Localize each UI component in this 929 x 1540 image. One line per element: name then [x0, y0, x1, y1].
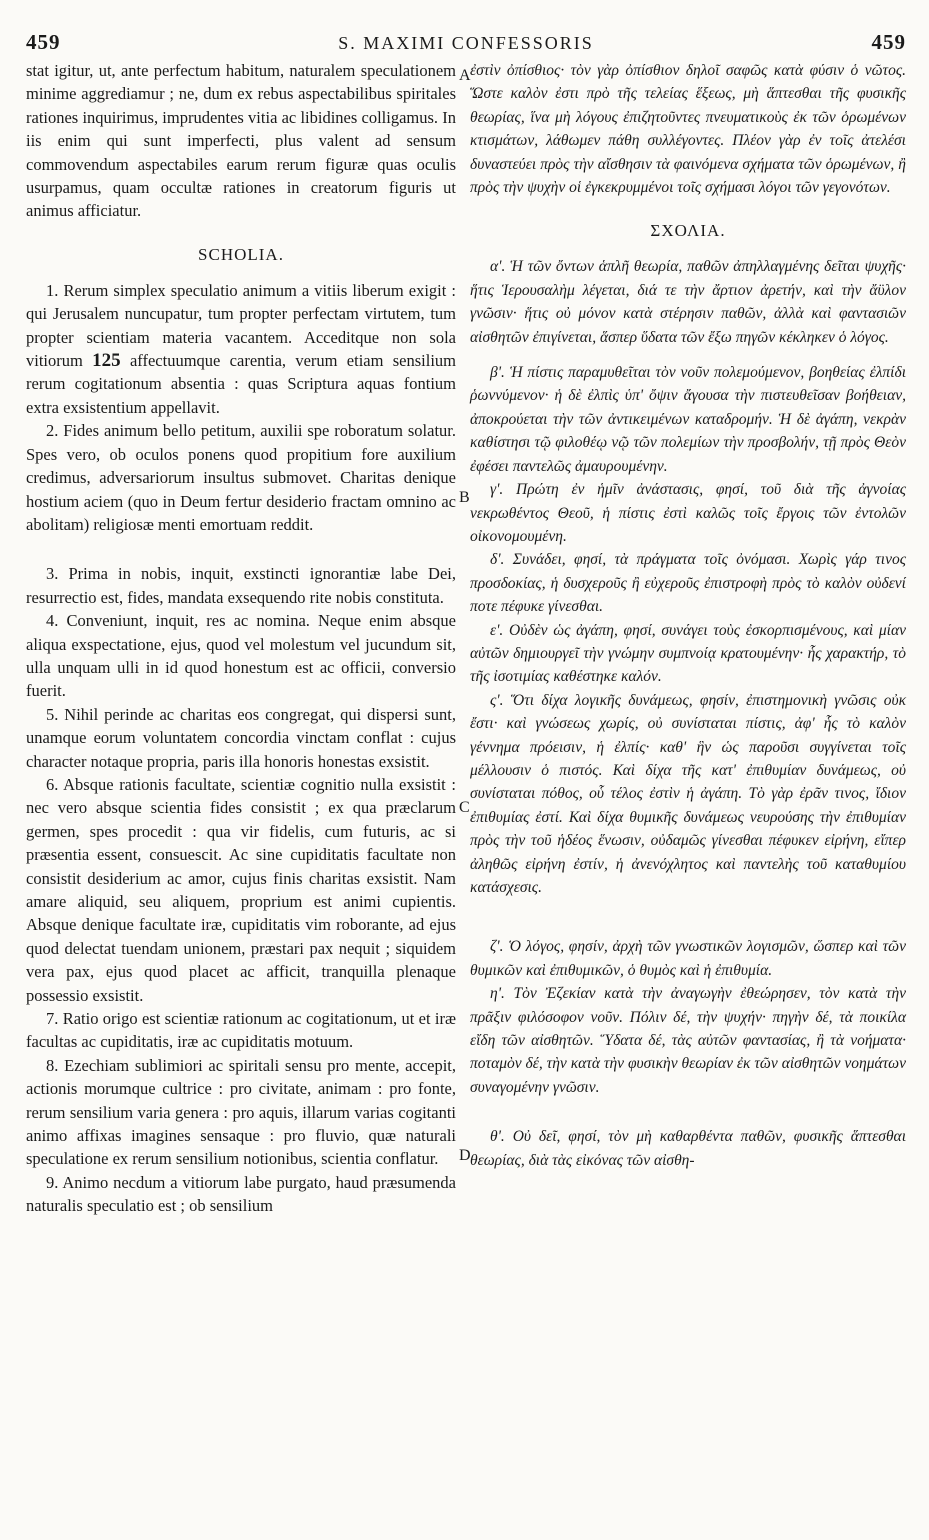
latin-scholion-3: 3. Prima in nobis, inquit, exstincti ignorantiæ labe Dei, resurrectio est, fides, mandata exsequendo rite nobis constituta.: [26, 564, 457, 607]
running-title: S. MAXIMI CONFESSORIS: [338, 33, 594, 53]
latin-intro: [26, 59, 456, 223]
latin-scholion-5: 5. Nihil perinde ac charitas eos congregat, qui dispersi sunt, unamque eorum voluntatem concordia vinctam conflat : cujus character notaque propria, paris illa honoris honestas exsistit.: [26, 704, 457, 771]
greek-scholia: [470, 255, 906, 1172]
latin-scholion-8: 8. Ezechiam sublimiori ac spiritali sensu pro mente, accepit, actionis morumque cultrice : pro civitate, animam : pro fonte, rerum sensilium varia genera : pro aquis, illarum varias cogitanti animo affixas imagines sensaque : pro fluvio, quæ naturali speculatione ex rerum sensilium notionibus, scientia conflatur.: [26, 1055, 456, 1169]
greek-scholion-7: ζ'. Ὁ λόγος, φησίν, ἀρχὴ τῶν γνωστικῶν λογισμῶν, ὥσπερ καὶ τῶν θυμικῶν καὶ ἐπιθυμικῶν, ὁ θυμὸς καὶ ἡ ἐπιθυμία.: [470, 938, 907, 979]
latin-intro-text: stat igitur, ut, ante perfectum habitum, naturalem speculationem minime aggrediamur ; ne, dum ex rebus aspectabilibus spiritales rationes inquirimus, imprudentes vitia ac libidines colligamus. In iis enim qui sunt imperfecti, plus valent ad sensum commovendum aspectabiles earum rerum figuræ quas oculis usurpamus, quam occultæ rationes in creatorum figuris ut animus afficiatur.: [26, 61, 456, 221]
greek-scholion-9: θ'. Οὐ δεῖ, φησί, τὸν μὴ καθαρθέντα παθῶν, φυσικῆς ἅπτεσθαι θεωρίας, διὰ τὰς εἰκόνας τῶν αἰσθη-: [470, 1128, 907, 1169]
greek-scholion-3: γ'. Πρώτη ἐν ἡμῖν ἀνάστασις, φησί, τοῦ διὰ τῆς ἀγνοίας νεκρωθέντος Θεοῦ, ἡ πίστις ἐστὶ καλῶς τοῖς ἔργοις τῶν ἐντολῶν οἰκονομουμένη.: [470, 481, 907, 545]
page-number-right: 459: [871, 30, 906, 54]
greek-heading: ΣΧΟΛΙΑ.: [650, 221, 726, 241]
greek-scholion-1: α'. Ἡ τῶν ὄντων ἁπλῆ θεωρία, παθῶν ἀπηλλαγμένης δεῖται ψυχῆς· ἥτις Ἱερουσαλὴμ λέγεται, διά τε τὴν ἄρτιον ἀρετήν, καὶ τὴν ἄϋλον γνῶσιν· ἥτις οὐ μόνον κατὰ στέρησιν παθῶν, ἀλλὰ καὶ φαντασιῶν αἰσθητῶν ἐπιγίνεται, ἅσπερ ὕδατα τῶν ἔξω πηγῶν κέκληκεν ὁ λόγος.: [470, 258, 906, 346]
latin-column: [26, 59, 456, 1218]
latin-heading: SCHOLIA.: [198, 244, 284, 264]
page-number-left: 459: [26, 30, 61, 54]
two-column-body: [26, 59, 906, 1218]
latin-scholion-4: 4. Conveniunt, inquit, res ac nomina. Neque enim absque aliqua exspectatione, ejus, quod vel molestum vel jucundum sit, ulla unquam ulli in id quod honestum est ac officii, conversio fuerit.: [26, 611, 456, 701]
greek-column: [470, 59, 906, 1218]
latin-scholion-9: 9. Animo necdum a vitiorum labe purgato, haud præsumenda naturalis speculatio est ; ob sensilium: [26, 1172, 456, 1216]
column-marker: 125: [92, 350, 121, 372]
latin-scholion-7: 7. Ratio origo est scientiæ rationum ac cogitationum, ut et iræ facultas ac cupiditatis, iræ ac cupiditatis motuum.: [26, 1009, 457, 1052]
greek-intro: [470, 59, 906, 199]
margin-letter-b: B: [459, 489, 470, 506]
latin-scholion-6: 6. Absque rationis facultate, scientiæ cognitio nulla exsistit : nec vero absque scientia fides consistit ; ex qua præclarum germen, spes procedit : qua vir fidelis, cum futuris, ac si præsentia essent, consuescit. Ac sine cupiditatis facultate non consistit desiderium ac amor, cujus finis charitas exsistit. Nam amare aliquid, seu aliquem, proprium est animi cupientis. Absque denique facultate iræ, cupiditatis vim roborante, ad ejus quod delectat tuendam unionem, præstari pax nequit ; siquidem vera pax, ejus quod placet ac afficit, tranquilla plenaque possessio exsistit.: [26, 774, 456, 1005]
greek-intro-text: ἐστὶν ὀπίσθιος· τὸν γὰρ ὀπίσθιον δηλοῖ σαφῶς κατὰ φύσιν ὁ νῶτος. Ὥστε καλὸν ἐστι πρὸ τῆς τελείας ἕξεως, μὴ ἅπτεσθαι τῆς φυσικῆς θεωρίας, ἵνα μὴ λόγους ἐπιζητοῦντες πνευματικοὺς ἐκ τῶν ὁρωμένων κτισμάτων, λάθωμεν πάθη συλλέγοντες. Πλέον γὰρ ἐν τοῖς ἀτελέσι δυναστεύει πρὸς τὴν αἴσθησιν τὰ φαινόμενα σχήματα τῶν ὁρωμένων, ἢ πρὸς τὴν ψυχὴν οἱ ἐγκεκρυμμένοι τοῖς σχήμασι λόγοι τῶν γεγονότων.: [470, 62, 906, 197]
greek-scholion-2: β'. Ἡ πίστις παραμυθεῖται τὸν νοῦν πολεμούμενον, βοηθείας ἐλπίδι ῥωννύμενον· ἡ δὲ ἐλπὶς ὑπ' ὄψιν ἄγουσα τὴν πιστευθεῖσαν βοήθειαν, ἀποκρούεται τὴν τῶν ἀντικειμένων καταδρομήν. Ἡ δὲ ἀγάπη, νεκρὰν καθίστησι τῷ φιλοθέῳ νῷ τῶν πολεμίων τὴν προσβολήν, τῇ πρὸς Θεὸν ἐφέσει παντελῶς ἀμαυρουμένην.: [470, 364, 907, 475]
margin-letter-a: A: [459, 67, 471, 84]
latin-scholia: [26, 279, 456, 1218]
page-header: [26, 30, 906, 55]
greek-scholion-6: ς'. Ὅτι δίχα λογικῆς δυνάμεως, φησίν, ἐπιστημονικὴ γνῶσις οὐκ ἔστι· καὶ γνώσεως χωρίς, οὐ συνίσταται πίστις, ἀφ' ἧς τὸ καλὸν γέννημα πρόεισιν, ἡ ἐλπίς· καθ' ἣν ὡς παροῦσι συγγίνεται τοῖς μέλλουσιν ὁ πιστός. Καὶ δίχα τῆς κατ' ἐπιθυμίαν δυνάμεως, οὐ συνίσταται πόθος, οὗ τέλος ἐστὶν ἡ ἀγάπη. Τὸ γὰρ ἐρᾶν τινος, ἴδιον ἐπιθυμίας ἐστί. Καὶ δίχα θυμικῆς δυνάμεως νευρούσης τὴν ἐπιθυμίαν πρὸς τὴν τοῦ ἡδέος ἕνωσιν, οὐδαμῶς γίνεσθαι πέφυκεν εἰρήνη, εἴπερ ἀληθῶς εἰρήνη ἐστίν, ἡ ἀνενόχλητος καὶ παντελὴς τοῦ καταθυμίου κατάσχεσις.: [470, 691, 907, 896]
page: [26, 30, 906, 1218]
latin-scholion-2: 2. Fides animum bello petitum, auxilii spe roboratum solatur. Spes vero, ob oculos ponens quod propitium fore auxilium credimus, adversariorum insultus submovet. Charitas denique hostium aciem (quo in Deum fertur desiderio fractam omnino ac abolitam) religiosæ menti emortuam reddit.: [26, 421, 456, 534]
latin-scholion-1: 1. Rerum simplex speculatio animum a vitiis liberum exigit : qui Jerusalem nuncupatur, tum propter perfectam virtutem, tum propter scientiam materia vacantem. Acceditque non sola vitiorum 125 affectuumque carentia, verum etiam sensilium rerum cogitationum absentia : quas Scriptura aquas fontium extra exsistentium appellavit.: [26, 280, 456, 417]
greek-scholion-4: δ'. Συνάδει, φησί, τὰ πράγματα τοῖς ὀνόμασι. Χωρὶς γάρ τινος προσδοκίας, ἡ δυσχεροῦς ἢ εὐχεροῦς ἐπιστροφὴ πρὸς τὸ καλὸν οὐδενί ποτε πέφυκε γίνεσθαι.: [470, 551, 906, 616]
margin-letter-d: D: [459, 1147, 471, 1164]
greek-scholion-8: η'. Τὸν Ἐζεκίαν κατὰ τὴν ἀναγωγὴν ἐθεώρησεν, τὸν κατὰ τὴν πρᾶξιν φιλόσοφον νοῦν. Πόλιν δέ, τὴν ψυχήν· πηγὴν δέ, τὰ ποικίλα εἴδη τῶν αἰσθητῶν. Ὕδατα δέ, τὰς αὐτῶν φαντασίας, ἢ τὰ νοήματα· ποταμὸν δέ, τὴν κατὰ τὴν φυσικὴν θεωρίαν ἐκ τῶν αἰσθητῶν νοημάτων συναγομένην γνῶσιν.: [470, 985, 907, 1096]
greek-scholion-5: ε'. Οὐδὲν ὡς ἀγάπη, φησί, συνάγει τοὺς ἐσκορπισμένους, καὶ μίαν αὐτῶν δημιουργεῖ τὴν γνώμην συμπνοίᾳ κρατουμένην· ἧς χαρακτήρ, τὸ τῆς ἰσοτιμίας καθέστηκε καλόν.: [470, 621, 906, 686]
margin-letter-c: C: [459, 799, 470, 816]
